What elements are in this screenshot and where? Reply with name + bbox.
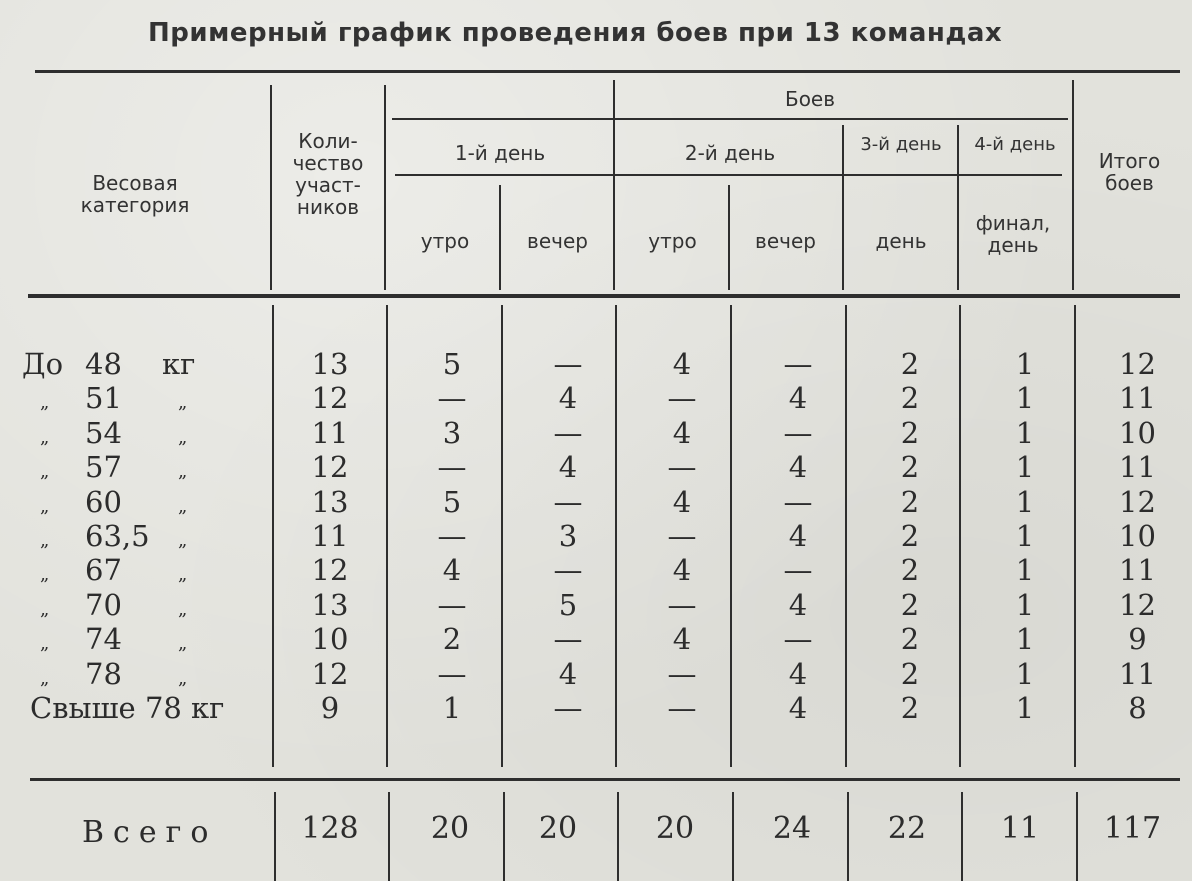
cell-d1m: — [437,657,467,691]
cell-total: 8 [1128,691,1147,725]
total-day1-evening: 20 [538,811,578,846]
cell-total: 12 [1119,588,1156,622]
cell-d4: 1 [1015,622,1035,656]
header-day3-day: день [875,229,927,253]
cell-total: 11 [1119,657,1156,691]
totals-label: Всего [82,815,218,850]
days-rule [395,174,1062,176]
cell-d1m: 5 [442,347,462,381]
col-divider-bouts [1072,80,1074,290]
cell-d2e: 4 [788,381,808,415]
cell-d3: 2 [900,622,920,656]
cell-total: 12 [1119,485,1156,519]
cell-d1m: 5 [442,485,462,519]
weight-prefix-ditto: „ [40,496,50,517]
weight-prefix-ditto: „ [40,633,50,654]
cell-d4: 1 [1015,691,1035,725]
top-rule [35,70,1180,73]
cell-d2m: 4 [672,622,692,656]
cell-d2e: 4 [788,657,808,691]
cell-d2e: — [783,347,813,381]
sub-divider-day2 [728,185,730,290]
cell-d3: 2 [900,691,920,725]
cell-d1e: 4 [558,657,578,691]
header-weight-category: Весовая категория [80,171,190,217]
col-divider-participants [384,85,386,290]
total-day3: 22 [887,811,927,846]
weight-prefix: До [22,347,64,381]
total-divider-5 [732,792,734,881]
header-day2: 2-й день [684,141,776,165]
total-grand: 117 [1103,811,1162,846]
cell-d2m: 4 [672,553,692,587]
cell-d1m: 1 [442,691,462,725]
cell-d3: 2 [900,450,920,484]
total-day1-morning: 20 [430,811,470,846]
cell-d2e: 4 [788,691,808,725]
header-day2-morning: утро [648,229,697,253]
header-day4: 4-й день [974,134,1056,155]
total-divider-8 [1076,792,1078,881]
cell-d4: 1 [1015,588,1035,622]
header-total: Итого боев [1098,149,1161,195]
cell-d3: 2 [900,381,920,415]
cell-d4: 1 [1015,381,1035,415]
cell-d3: 2 [900,347,920,381]
cell-n: 9 [320,691,340,725]
weight-unit-ditto: „ [178,427,188,448]
cell-n: 13 [311,588,349,622]
cell-n: 12 [311,553,349,587]
cell-d2m: — [667,691,697,725]
col-divider-weight [270,85,272,290]
totals-rule [30,778,1180,781]
total-day2-evening: 24 [772,811,812,846]
cell-d3: 2 [900,416,920,450]
weight-category-label: 78 [85,657,122,691]
cell-d2e: — [783,416,813,450]
total-divider-2 [388,792,390,881]
cell-d2m: — [667,450,697,484]
weight-unit-ditto: „ [178,392,188,413]
cell-d2m: — [667,588,697,622]
cell-n: 11 [311,519,349,553]
cell-d4: 1 [1015,347,1035,381]
col-divider-day1 [613,80,615,290]
cell-d4: 1 [1015,416,1035,450]
cell-d2e: — [783,485,813,519]
cell-total: 10 [1119,519,1156,553]
header-day4-final: финал, день [975,211,1051,257]
cell-d1m: 2 [442,622,462,656]
cell-d2e: — [783,622,813,656]
cell-d1e: — [553,485,583,519]
cell-n: 11 [311,416,349,450]
cell-n: 13 [311,485,349,519]
cell-total: 9 [1128,622,1147,656]
cell-d2m: 4 [672,485,692,519]
weight-category-label: 54 [85,416,122,450]
cell-d4: 1 [1015,485,1035,519]
cell-d4: 1 [1015,553,1035,587]
cell-d1e: — [553,553,583,587]
header-bouts: Боев [784,87,836,111]
weight-unit-ditto: „ [178,564,188,585]
header-day3: 3-й день [860,134,942,155]
cell-d4: 1 [1015,450,1035,484]
cell-d1e: — [553,416,583,450]
weight-category-label: Свыше 78 кг [30,691,225,725]
cell-d2m: 4 [672,416,692,450]
cell-d1m: — [437,519,467,553]
total-participants: 128 [301,811,359,846]
cell-d1e: 3 [558,519,578,553]
total-divider-1 [274,792,276,881]
cell-total: 11 [1119,450,1156,484]
weight-prefix-ditto: „ [40,392,50,413]
cell-total: 11 [1119,553,1156,587]
weight-unit-ditto: „ [178,530,188,551]
bouts-rule [392,118,1068,120]
cell-d1e: 5 [558,588,578,622]
cell-d2e: — [783,553,813,587]
weight-prefix-ditto: „ [40,530,50,551]
total-divider-3 [503,792,505,881]
cell-d2e: 4 [788,450,808,484]
cell-total: 11 [1119,381,1156,415]
weight-unit-ditto: „ [178,668,188,689]
cell-d1m: 3 [442,416,462,450]
header-day1-evening: вечер [527,229,588,253]
cell-n: 12 [311,450,349,484]
cell-d1m: — [437,381,467,415]
header-day1-morning: утро [420,229,470,253]
total-divider-7 [961,792,963,881]
sub-divider-day1 [499,185,501,290]
weight-prefix-ditto: „ [40,599,50,620]
table-title: Примерный график проведения боев при 13 командах [148,18,1003,48]
cell-n: 12 [311,381,349,415]
cell-d1m: — [437,588,467,622]
cell-d1m: — [437,450,467,484]
cell-n: 13 [311,347,349,381]
weight-unit: кг [162,347,196,381]
weight-category-label: 67 [85,553,122,587]
weight-category-label: 57 [85,450,122,484]
cell-d3: 2 [900,588,920,622]
cell-d2m: — [667,381,697,415]
weight-prefix-ditto: „ [40,427,50,448]
weight-unit-ditto: „ [178,461,188,482]
total-day2-morning: 20 [655,811,695,846]
cell-d1e: — [553,622,583,656]
cell-d1e: 4 [558,450,578,484]
weight-unit-ditto: „ [178,496,188,517]
body-divider-2 [386,305,388,767]
cell-d4: 1 [1015,519,1035,553]
weight-category-label: 51 [85,381,122,415]
cell-d1m: 4 [442,553,462,587]
header-day1: 1-й день [454,141,546,165]
cell-d2m: 4 [672,347,692,381]
cell-d2m: — [667,657,697,691]
cell-d3: 2 [900,485,920,519]
cell-d2e: 4 [788,588,808,622]
total-divider-4 [617,792,619,881]
cell-n: 12 [311,657,349,691]
cell-total: 10 [1119,416,1156,450]
weight-category-label: 63,5 [85,519,150,553]
weight-category-label: 70 [85,588,122,622]
cell-n: 10 [311,622,349,656]
cell-d4: 1 [1015,657,1035,691]
header-bottom-rule [28,294,1180,298]
cell-d1e: — [553,347,583,381]
cell-total: 12 [1119,347,1156,381]
cell-d1e: 4 [558,381,578,415]
cell-d1e: — [553,691,583,725]
weight-prefix-ditto: „ [40,668,50,689]
cell-d3: 2 [900,519,920,553]
cell-d3: 2 [900,657,920,691]
weight-category-label: 60 [85,485,122,519]
weight-unit-ditto: „ [178,633,188,654]
weight-prefix-ditto: „ [40,461,50,482]
weight-unit-ditto: „ [178,599,188,620]
total-divider-6 [847,792,849,881]
body-divider-1 [272,305,274,767]
total-day4: 11 [1000,811,1040,846]
cell-d2m: — [667,519,697,553]
weight-category-label: 48 [85,347,122,381]
weight-prefix-ditto: „ [40,564,50,585]
cell-d2e: 4 [788,519,808,553]
cell-d3: 2 [900,553,920,587]
header-day2-evening: вечер [755,229,816,253]
weight-category-label: 74 [85,622,122,656]
header-participants: Коли- чество участ- ников [292,129,364,219]
